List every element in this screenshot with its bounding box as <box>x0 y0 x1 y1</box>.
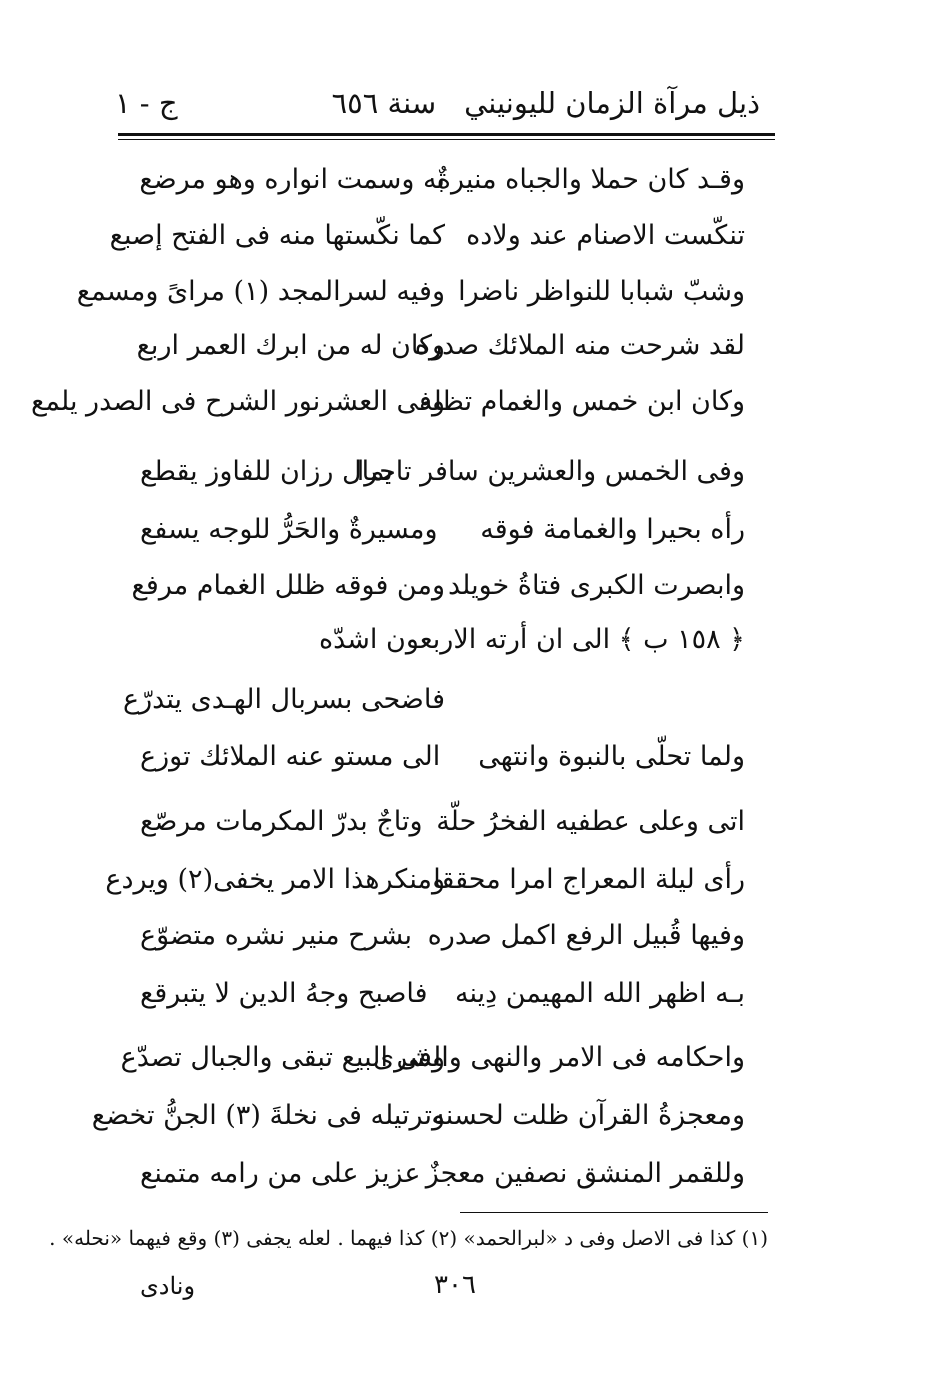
first-hemistich: لقد شرحت منه الملائك صدره <box>414 330 745 361</box>
page-number: ٣٠٦ <box>434 1270 476 1300</box>
second-hemistich: كما نكّستها منه فى الفتح إصبع <box>109 220 445 251</box>
first-hemistich: ومعجزةُ القرآن ظلت لحسنه <box>431 1100 745 1131</box>
first-hemistich: ولما تحلّى بالنبوة وانتهى <box>478 741 745 772</box>
second-hemistich: فاضحى بسربال الهـدى يتدرّع <box>123 684 445 715</box>
verse-line <box>91 1094 745 1138</box>
first-hemistich: رأى ليلة المعراج امرا محققا <box>433 864 745 895</box>
second-hemistich: به وسمت انواره وهو مرضع <box>139 164 445 195</box>
verse-line <box>123 678 745 722</box>
second-hemistich: وفى العشرنور الشرح فى الصدر يلمع <box>31 386 445 417</box>
verse-line <box>105 858 745 902</box>
verse-line <box>140 618 745 662</box>
second-hemistich: وفيه لسرالمجد (١) مراىً ومسمع <box>76 276 445 307</box>
second-hemistich: عزيز على من رامه متمنع <box>140 1158 421 1189</box>
verse-line <box>140 972 745 1016</box>
verse-line <box>140 450 745 494</box>
first-hemistich: رأه بحيرا والغمامة فوقه <box>480 514 745 545</box>
verse-line <box>131 564 745 608</box>
first-hemistich: تنكّست الاصنام عند ولاده <box>466 220 745 251</box>
footnote: (١) كذا فى الاصل وفى د «لبرالحمد» (٢) كذا فيهما . لعله يجفى (٣) وقع فيهما «نحله» . <box>49 1226 768 1250</box>
second-hemistich: ومنكرهذا الامر يخفى(٢) ويردع <box>105 864 445 895</box>
first-hemistich: ﴿ ١٥٨ ب ﴾ الى ان أرته الاربعون اشدّه <box>318 624 745 655</box>
book-title: ذيل مرآة الزمان لليونيني <box>464 86 760 120</box>
second-hemistich: وكان له من ابرك العمر اربع <box>136 330 445 361</box>
second-hemistich: فاصبح وجهُ الدين لا يتبرقع <box>140 978 428 1009</box>
running-header <box>115 78 760 128</box>
volume-label: ج - ١ <box>115 86 178 120</box>
footnote-rule <box>460 1212 768 1213</box>
verse-line <box>140 508 745 552</box>
first-hemistich: وللقمر المنشق نصفين معجزٌ <box>425 1158 745 1189</box>
verse-line <box>76 270 745 314</box>
verse-line <box>140 914 745 958</box>
header-rule <box>118 133 775 136</box>
second-hemistich: ومسيرةٌ والحَرُّ للوجه يسفع <box>140 514 438 545</box>
header-rule-thin <box>118 139 775 140</box>
first-hemistich: وقـد كان حملا والجباه منيرةٌ <box>436 164 745 195</box>
second-hemistich: بمال رزان للفاوز يقطع <box>140 456 393 487</box>
verse-line <box>140 158 745 202</box>
second-hemistich: ومن فوقه ظلل الغمام مرفع <box>131 570 445 601</box>
year-label: سنة ٦٥٦ <box>331 86 437 120</box>
first-hemistich: وشبّ شبابا للنواظر ناضرا <box>458 276 745 307</box>
verse-line <box>140 800 745 844</box>
verse-line <box>109 214 745 258</box>
catchword: ونادى <box>140 1272 196 1300</box>
first-hemistich: وفيها قُبيل الرفع اكمل صدره <box>427 920 745 951</box>
second-hemistich: وتاجٌ بدرّ المكرمات مرصّع <box>140 806 423 837</box>
verse-line <box>140 735 745 779</box>
second-hemistich: بشرح منير نشره متضوّع <box>140 920 413 951</box>
first-hemistich: وكان ابن خمس والغمام تظله <box>419 386 745 417</box>
verse-line <box>120 1036 745 1080</box>
first-hemistich: وابصرت الكبرى فتاةُ خويلد <box>447 570 745 601</box>
first-hemistich: اتى وعلى عطفيه الفخرُ حلّة <box>436 806 745 837</box>
second-hemistich: وفى البيع تبقى والجبال تصدّع <box>120 1042 445 1073</box>
first-hemistich: وفى الخمس والعشرين سافر تاجرا <box>356 456 745 487</box>
first-hemistich: بـه اظهر الله المهيمن دِينه <box>455 978 745 1009</box>
header-title-group <box>332 86 760 120</box>
first-hemistich: واحكامه فى الامر والنهى والشرى <box>372 1042 745 1073</box>
verse-line <box>136 324 745 368</box>
verse-line <box>31 380 745 424</box>
second-hemistich: وترتيله فى نخلةَ (٣) الجنُّ تخضع <box>91 1100 445 1131</box>
second-hemistich: الى مستو عنه الملائك توزع <box>140 741 441 772</box>
verse-line <box>140 1152 745 1196</box>
